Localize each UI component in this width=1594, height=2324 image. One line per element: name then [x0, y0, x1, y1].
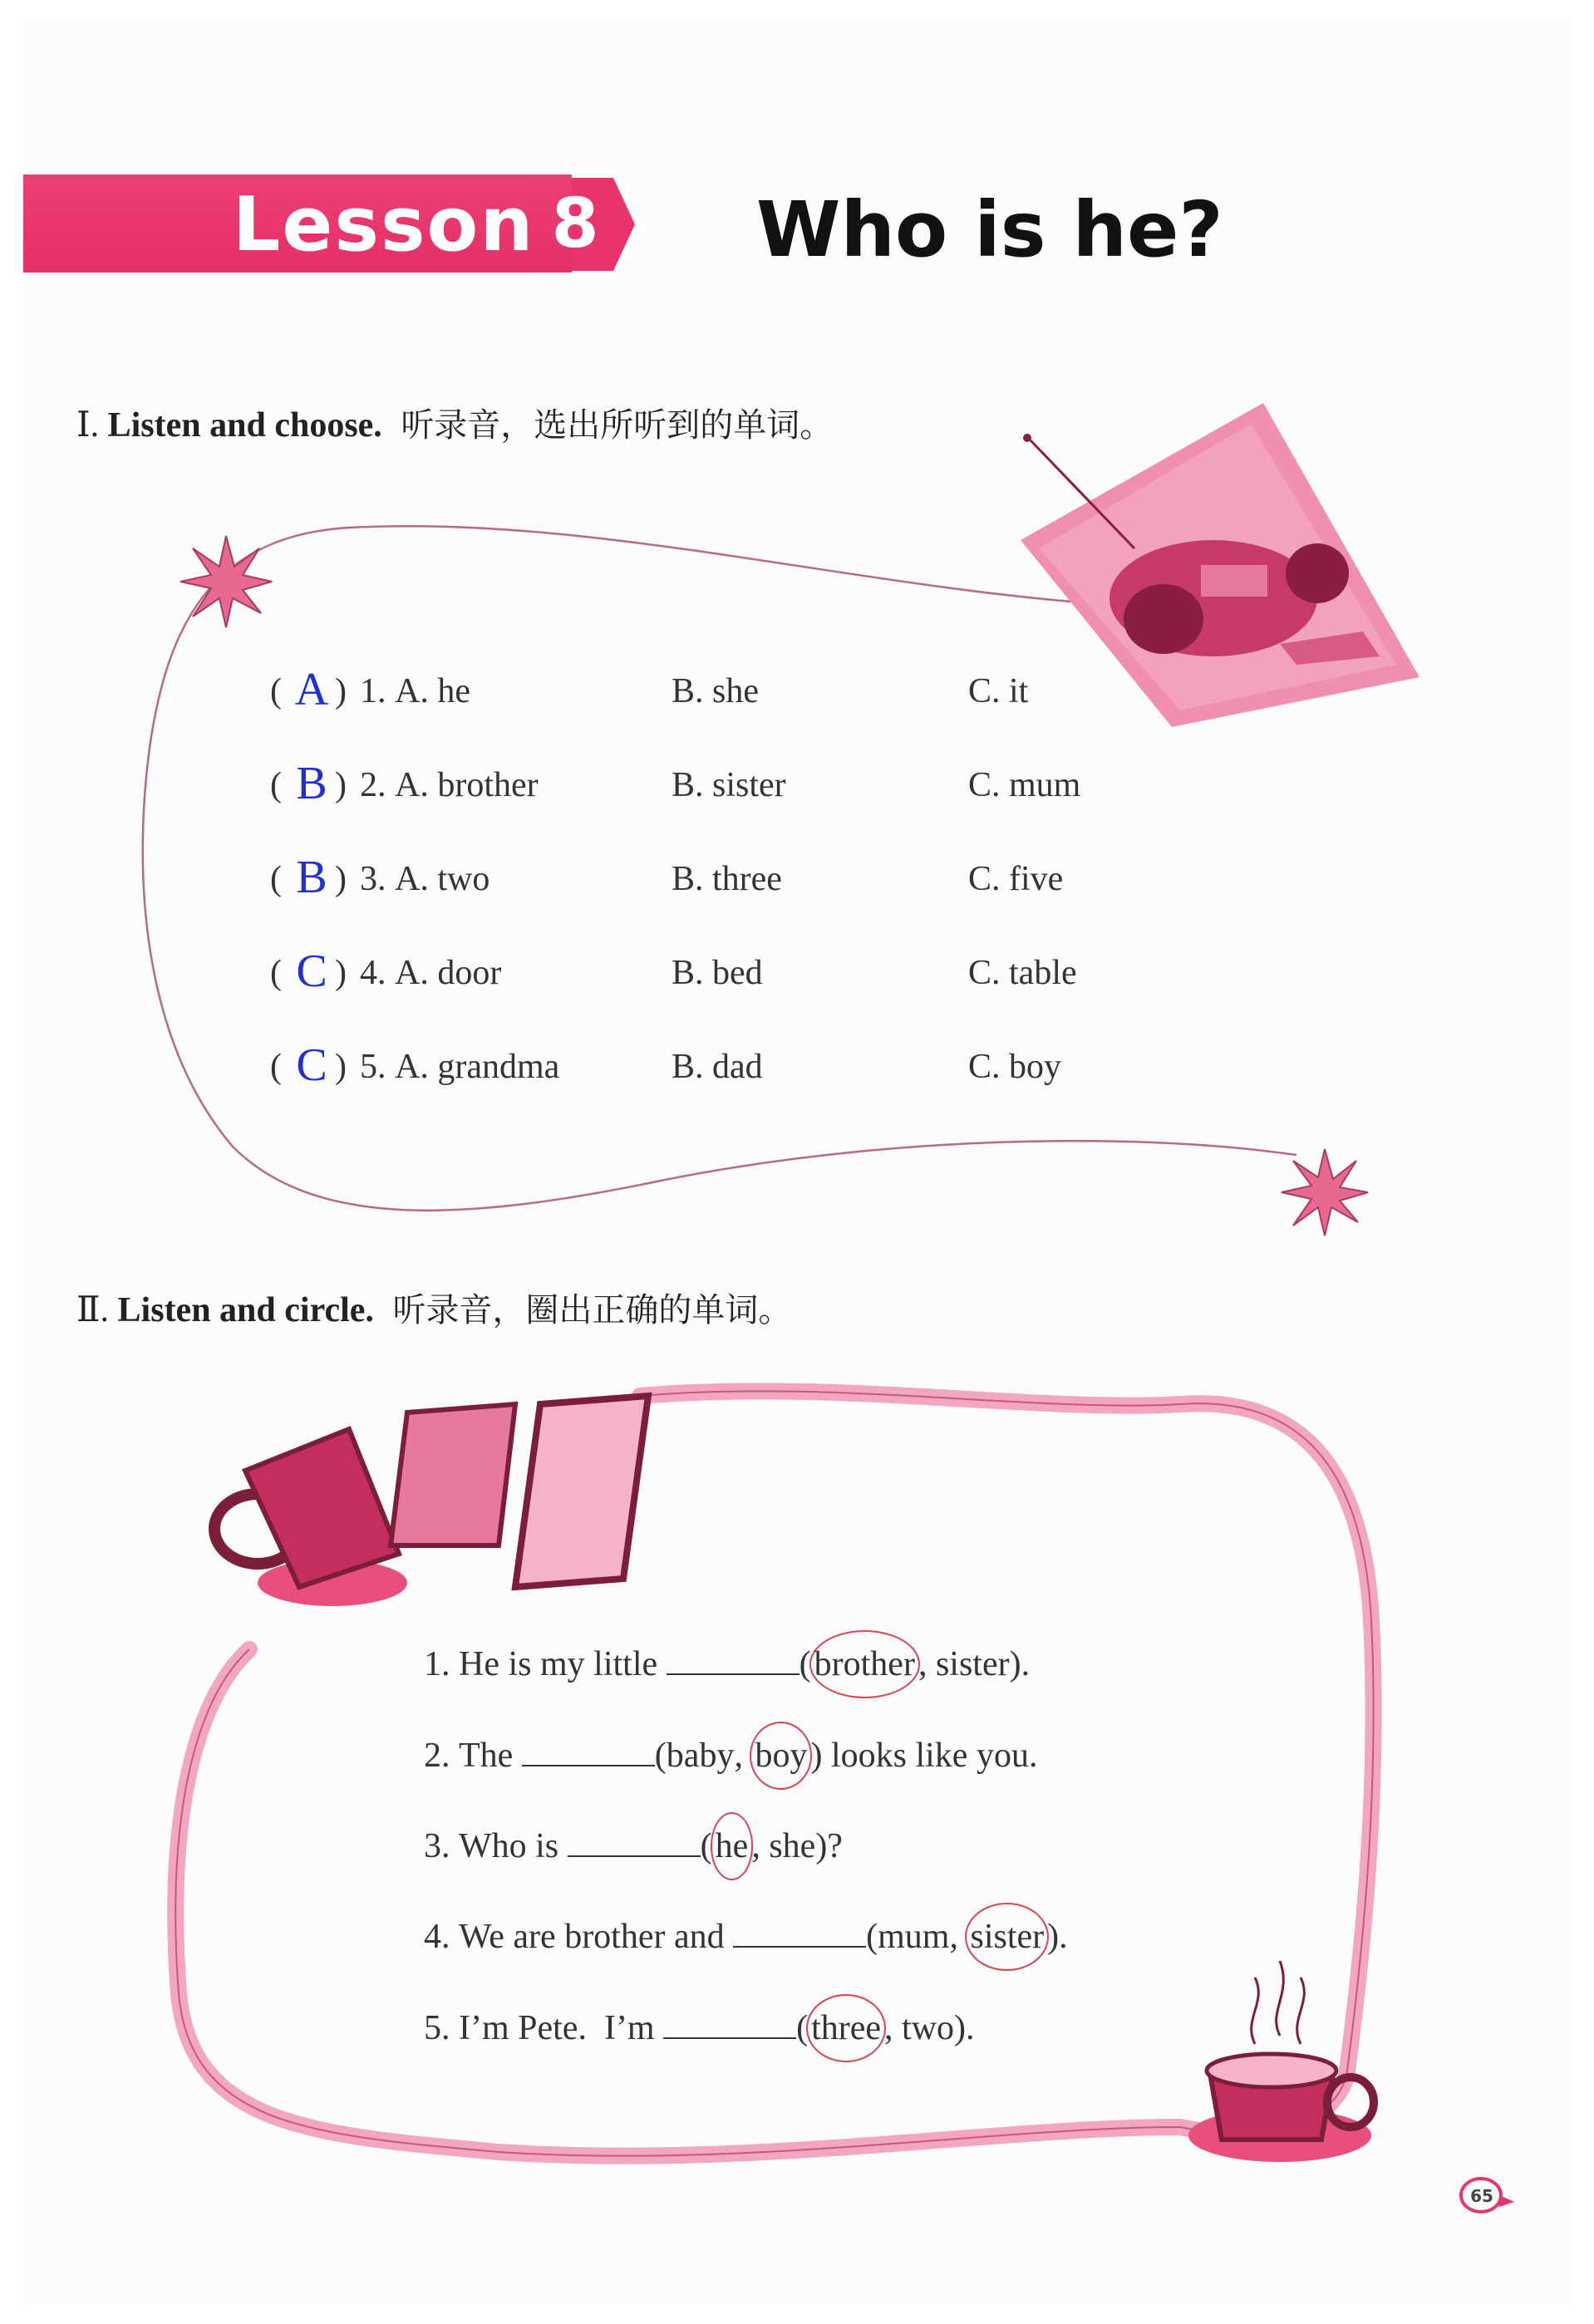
section2-title: Listen and circle. — [117, 1291, 374, 1329]
sentence-row-4: 4. We are brother and (mum, sister). — [424, 1903, 1255, 1961]
option-1[interactable]: he — [711, 1812, 754, 1880]
option-a: A. grandma — [395, 1048, 560, 1086]
sentence-text: Who is — [459, 1827, 568, 1865]
question-row-5: ( C ) 5. A. grandma B. dad C. boy — [270, 1038, 1184, 1096]
cups-illustration — [214, 1396, 648, 1606]
question-number: 5. — [360, 1048, 386, 1086]
answer-blank[interactable] — [667, 1637, 799, 1675]
question-number: 4. — [360, 954, 386, 992]
option-2[interactable]: two — [902, 2009, 955, 2047]
option-2[interactable]: she — [769, 1827, 816, 1865]
question-row-4: ( C ) 4. A. door B. bed C. table — [270, 944, 1184, 1002]
option-c: C. boy — [968, 1048, 1062, 1086]
sentence-row-3: 3. Who is (he, she)? — [424, 1812, 1255, 1870]
answer-2[interactable]: B — [296, 758, 327, 809]
answer-blank[interactable] — [522, 1728, 655, 1766]
section1-numeral: Ⅰ. — [76, 406, 100, 445]
sentence-number: 2. — [424, 1737, 450, 1775]
question-row-1: ( A ) 1. A. he B. she C. it — [270, 662, 1184, 720]
question-number: 2. — [360, 766, 386, 804]
question-number: 1. — [360, 672, 386, 710]
option-b: B. three — [672, 860, 782, 898]
option-2[interactable]: sister — [965, 1903, 1049, 1971]
page-number: 65 — [1470, 2186, 1493, 2206]
option-b: B. dad — [672, 1048, 763, 1086]
section1-instruction: 听录音，选出所听到的单词。 — [401, 406, 834, 445]
lesson-label: Lesson — [233, 181, 535, 268]
answer-3[interactable]: B — [296, 852, 327, 903]
sentence-number: 3. — [424, 1827, 450, 1865]
answer-5[interactable]: C — [296, 1039, 327, 1091]
option-a: A. door — [395, 954, 502, 992]
option-b: B. she — [672, 672, 759, 710]
page-title: Who is he? — [756, 185, 1223, 274]
sentence-text: He is my little — [459, 1645, 667, 1683]
option-1[interactable]: three — [806, 1994, 886, 2062]
option-a: A. brother — [395, 766, 539, 804]
option-1[interactable]: mum — [878, 1918, 950, 1956]
answer-blank[interactable] — [568, 1819, 701, 1857]
option-2[interactable]: sister — [935, 1645, 1010, 1683]
option-b: B. bed — [672, 954, 763, 992]
lesson-number: 8 — [551, 184, 599, 263]
option-c: C. table — [968, 954, 1077, 992]
option-c: C. it — [968, 672, 1029, 710]
starburst-bottom-right — [1282, 1149, 1368, 1236]
section1-title: Listen and choose. — [107, 406, 382, 445]
answer-4[interactable]: C — [296, 946, 327, 997]
answer-1[interactable]: A — [294, 664, 329, 715]
option-b: B. sister — [672, 766, 786, 804]
sentence-row-1: 1. He is my little (brother, sister). — [424, 1630, 1255, 1688]
answer-blank[interactable] — [663, 2001, 796, 2039]
sentence-number: 1. — [424, 1645, 450, 1683]
sentence-text: We are brother and — [459, 1918, 734, 1956]
question-row-2: ( B ) 2. A. brother B. sister C. mum — [270, 756, 1184, 814]
sentence-text: I’m Pete. I’m — [459, 2009, 664, 2047]
option-a: A. he — [395, 672, 470, 710]
option-c: C. five — [968, 860, 1064, 898]
section2-heading — [76, 1284, 791, 1331]
option-a: A. two — [395, 860, 490, 898]
question-number: 3. — [360, 860, 386, 898]
section2-numeral: Ⅱ. — [76, 1291, 110, 1329]
section2-instruction: 听录音，圈出正确的单词。 — [392, 1291, 792, 1329]
sentence-row-5: 5. I’m Pete. I’m (three, two). — [424, 1994, 1255, 2052]
sentence-number: 4. — [424, 1918, 450, 1956]
answer-blank[interactable] — [733, 1909, 866, 1948]
sentence-row-2: 2. The (baby, boy) looks like you. — [424, 1722, 1255, 1780]
section1-heading — [76, 399, 833, 446]
sentence-text: The — [459, 1737, 522, 1775]
option-1[interactable]: brother — [809, 1630, 920, 1698]
sentence-number: 5. — [424, 2009, 450, 2047]
option-1[interactable]: baby — [666, 1737, 735, 1775]
option-c: C. mum — [968, 766, 1081, 804]
starburst-top-left — [180, 536, 272, 627]
option-2[interactable]: boy — [750, 1722, 812, 1790]
question-row-3: ( B ) 3. A. two B. three C. five — [270, 850, 1184, 908]
